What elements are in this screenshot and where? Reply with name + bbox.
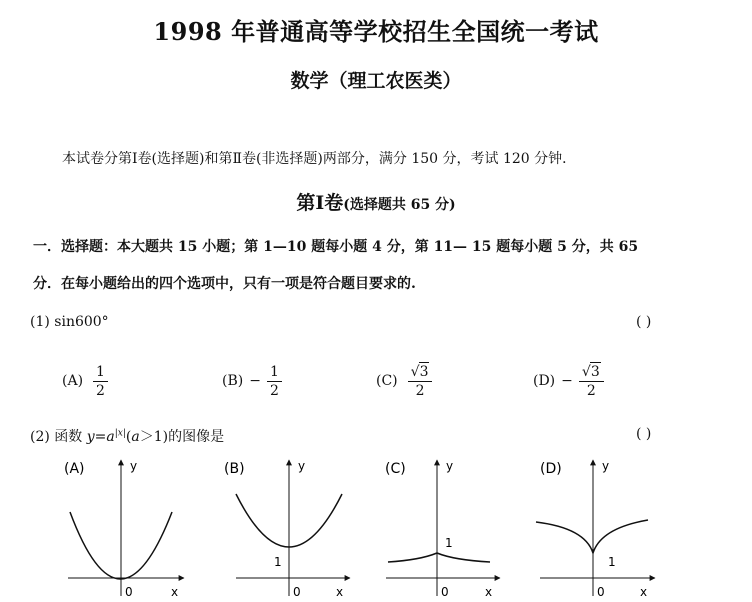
instructions-line-1: 一．选择题：本大题共 15 小题；第 1—10 题每小题 4 分，第 11— 15 题每小题 5 分，共 65 — [33, 239, 639, 255]
q2-graphs — [0, 450, 752, 602]
section-heading — [0, 188, 752, 215]
origin-label: 0 — [293, 585, 301, 599]
intercept-label: 1 — [274, 555, 282, 569]
q2-cond-a: a — [131, 429, 140, 445]
y-axis-label: y — [130, 459, 138, 473]
q2-base: a — [106, 429, 115, 445]
q2-eq: = — [94, 429, 107, 445]
graph-label: (D) — [540, 461, 562, 477]
q2-cond-rest: ＞1)的图像是 — [139, 429, 225, 445]
origin-label: 0 — [441, 585, 449, 599]
graph-label: (C) — [385, 461, 406, 477]
fraction-denominator: 2 — [415, 383, 425, 399]
exam-subtitle: 数学（理工农医类） — [290, 70, 462, 92]
fraction-numerator: 1 — [267, 363, 282, 382]
exam-title: 1998 年普通高等学校招生全国统一考试 — [153, 17, 599, 46]
graph-b — [224, 459, 350, 599]
exam-intro: 本试卷分第Ⅰ卷(选择题)和第Ⅱ卷(非选择题)两部分，满分 150 分，考试 120 分钟． — [62, 151, 577, 167]
minus-sign: − — [561, 373, 573, 389]
minus-sign: − — [249, 373, 261, 389]
q1-option-c — [376, 356, 432, 406]
question-2-answer-blank: ( ) — [636, 426, 652, 442]
section-note: (选择题共 65 分) — [343, 197, 456, 213]
fraction-denominator: 2 — [96, 382, 105, 399]
graph-c — [385, 459, 500, 599]
option-label: (A) — [62, 373, 84, 389]
fraction — [267, 363, 282, 400]
fraction-denominator: 2 — [586, 383, 596, 399]
question-1-stem: (1) sin600° — [30, 314, 109, 330]
fraction — [408, 362, 433, 400]
y-axis-label: y — [602, 459, 610, 473]
fraction-numerator: 1 — [93, 363, 108, 382]
option-label: (B) — [222, 373, 244, 389]
radicand: 3 — [590, 364, 600, 380]
fraction — [93, 363, 108, 400]
q2-y: y — [86, 429, 95, 445]
curve — [388, 553, 490, 562]
y-axis-label: y — [446, 459, 454, 473]
fraction-numerator: √3 — [579, 362, 604, 382]
fraction-numerator: √3 — [408, 362, 433, 382]
q1-option-b — [222, 356, 282, 406]
x-axis-label: x — [171, 585, 179, 599]
instructions-line-2: 分．在每小题给出的四个选项中，只有一项是符合题目要求的. — [33, 276, 416, 292]
intercept-label: 1 — [445, 536, 453, 550]
option-label: (D) — [533, 373, 556, 389]
q2-exponent: |x| — [114, 428, 126, 439]
q2-prefix: (2) 函数 — [30, 429, 87, 445]
radicand: 3 — [419, 364, 429, 380]
option-label: (C) — [376, 373, 398, 389]
y-axis-label: y — [298, 459, 306, 473]
fraction-denominator: 2 — [269, 382, 279, 399]
section-title: 第Ⅰ卷 — [296, 192, 344, 214]
q1-option-d — [533, 356, 604, 406]
x-axis-label: x — [640, 585, 648, 599]
graph-label: (A) — [64, 461, 85, 477]
question-1-answer-blank: ( ) — [636, 314, 652, 330]
origin-label: 0 — [597, 585, 605, 599]
intercept-label: 1 — [608, 555, 616, 569]
q1-option-a — [62, 356, 108, 406]
fraction — [579, 362, 604, 400]
curve — [536, 520, 648, 553]
q2-cond-open: ( — [125, 429, 132, 445]
graph-a — [64, 459, 184, 599]
x-axis-label: x — [336, 585, 344, 599]
graph-d — [536, 459, 655, 599]
graph-label: (B) — [224, 461, 245, 477]
origin-label: 0 — [125, 585, 133, 599]
question-2-stem — [30, 426, 224, 446]
x-axis-label: x — [485, 585, 493, 599]
